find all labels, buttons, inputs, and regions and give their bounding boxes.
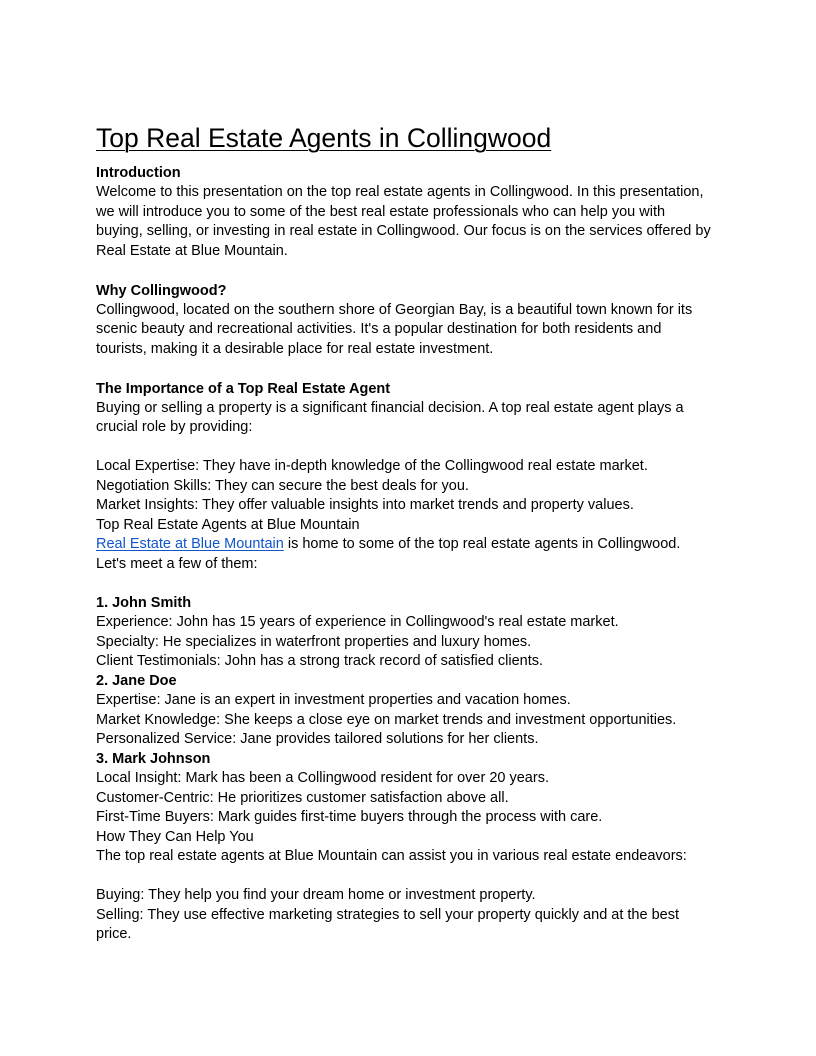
help-heading: How They Can Help You bbox=[96, 828, 254, 845]
help-line: The top real estate agents at Blue Mountain can assist you in various real estate endeavors: bbox=[96, 848, 687, 864]
agent-card bbox=[96, 594, 722, 672]
importance-point: Market Insights: They offer valuable insights into market trends and property values. bbox=[96, 497, 634, 513]
importance-section bbox=[96, 379, 722, 516]
agent-detail: Expertise: Jane is an expert in investment properties and vacation homes. bbox=[96, 692, 571, 708]
importance-heading: The Importance of a Top Real Estate Agent bbox=[96, 380, 391, 397]
why-line: Collingwood, located on the southern shore of Georgian Bay, is a beautiful town known for its bbox=[96, 301, 693, 318]
importance-point: Negotiation Skills: They can secure the best deals for you. bbox=[96, 477, 469, 494]
intro-line: Real Estate at Blue Mountain. bbox=[96, 242, 288, 259]
agents-section bbox=[96, 516, 722, 828]
intro-section bbox=[96, 163, 722, 261]
intro-line: buying, selling, or investing in real estate in Collingwood. Our focus is on the services offered by bbox=[96, 223, 711, 239]
agents-heading: Top Real Estate Agents at Blue Mountain bbox=[96, 516, 360, 533]
agent-name: 3. Mark Johnson bbox=[96, 750, 211, 767]
agent-name: 1. John Smith bbox=[96, 594, 192, 611]
agents-intro-line2: Let's meet a few of them: bbox=[96, 555, 258, 572]
help-point: Selling: They use effective marketing strategies to sell your property quickly and at the best bbox=[96, 906, 679, 923]
agent-detail: Personalized Service: Jane provides tailored solutions for her clients. bbox=[96, 731, 539, 747]
document-title: Top Real Estate Agents in Collingwood bbox=[96, 123, 552, 153]
agents-intro-line bbox=[96, 535, 722, 555]
why-section bbox=[96, 281, 722, 360]
agent-detail: Market Knowledge: She keeps a close eye on market trends and investment opportunities. bbox=[96, 711, 677, 728]
blue-mountain-link[interactable]: Real Estate at Blue Mountain bbox=[96, 536, 284, 552]
agent-detail: First-Time Buyers: Mark guides first-time buyers through the process with care. bbox=[96, 809, 603, 825]
help-point: Buying: They help you find your dream home or investment property. bbox=[96, 887, 536, 903]
agent-card bbox=[96, 750, 722, 828]
why-heading: Why Collingwood? bbox=[96, 282, 227, 299]
agent-card bbox=[96, 672, 722, 750]
agents-intro-tail: is home to some of the top real estate agents in Collingwood. bbox=[283, 536, 681, 552]
agent-detail: Specialty: He specializes in waterfront properties and luxury homes. bbox=[96, 633, 532, 650]
document-page bbox=[96, 120, 722, 945]
why-line: scenic beauty and recreational activities. It's a popular destination for both residents and bbox=[96, 321, 662, 337]
agent-detail: Customer-Centric: He prioritizes customer satisfaction above all. bbox=[96, 789, 509, 806]
intro-heading: Introduction bbox=[96, 165, 181, 181]
importance-line: crucial role by providing: bbox=[96, 419, 253, 435]
help-section bbox=[96, 828, 722, 945]
intro-line: we will introduce you to some of the best real estate professionals who can help you with bbox=[96, 203, 666, 220]
importance-line: Buying or selling a property is a significant financial decision. A top real estate agent plays a bbox=[96, 399, 684, 416]
agent-detail: Client Testimonials: John has a strong track record of satisfied clients. bbox=[96, 653, 544, 669]
agent-detail: Local Insight: Mark has been a Collingwood resident for over 20 years. bbox=[96, 770, 549, 786]
why-line: tourists, making it a desirable place for real estate investment. bbox=[96, 340, 494, 357]
intro-line: Welcome to this presentation on the top real estate agents in Collingwood. In this presentation, bbox=[96, 184, 704, 200]
agent-detail: Experience: John has 15 years of experience in Collingwood's real estate market. bbox=[96, 614, 619, 630]
help-point: price. bbox=[96, 926, 132, 942]
agent-name: 2. Jane Doe bbox=[96, 672, 177, 689]
importance-point: Local Expertise: They have in-depth knowledge of the Collingwood real estate market. bbox=[96, 458, 648, 474]
